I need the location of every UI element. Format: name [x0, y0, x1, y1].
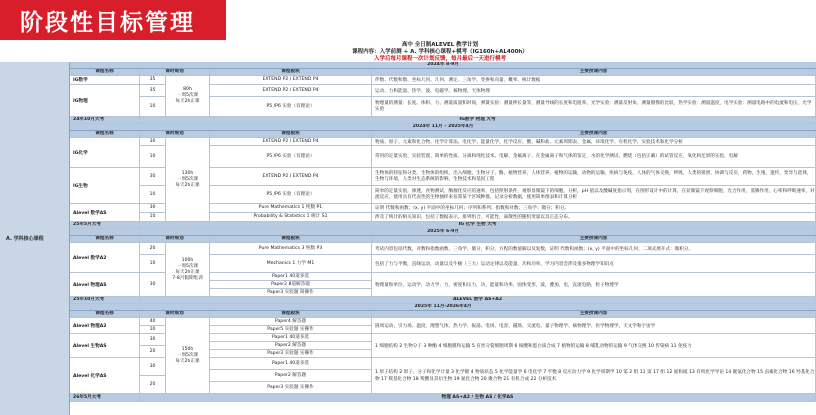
- course-name: Alevel 数学AS: [70, 204, 140, 222]
- content-cell: 圆周运动、引力场、温度、理想气体、热力学、振荡、电场、电容、磁场、交流电、量子物理学、核物理学、医学物理学、天文学和宇宙学: [372, 318, 816, 334]
- exam-row: 26年5月大考 物理 AS+A2 / 生物 AS / 化学AS: [70, 394, 816, 402]
- hours-cell: 30: [140, 138, 166, 146]
- hours-cell: 30: [140, 273, 166, 297]
- hours-cell: 20: [140, 346, 166, 358]
- module-cell: Paper1 40道多选: [210, 334, 372, 342]
- hours-cell: 20: [140, 376, 166, 394]
- table-header: 课程名称 课时规划 课程板块 主要授课内容: [70, 69, 816, 76]
- content-cell: 考试内容包括代数，对数和指数函数，三角学，微分，积分，方程的数值解以及复数，证明 代数和函数；(x, y) 平面中的坐标几何；二项式展开式：微积分。: [372, 243, 816, 255]
- hours-cell: 30: [140, 334, 166, 346]
- hours-cell: 40: [140, 318, 166, 326]
- hours-cell: 30: [140, 204, 166, 213]
- module-cell: Paper3 实验题 实操作: [210, 382, 372, 394]
- hours-cell: 10: [140, 146, 166, 168]
- term-row: 2024年 11月 – 2025年4月: [70, 124, 816, 131]
- module-cell: P5 /P6 实验（仅理论）: [210, 186, 372, 204]
- exam-row: 24年10月大考 IG数学 物理 大考: [70, 117, 816, 124]
- table-header: 课程名称 课时规划 课程板块 主要授课内容: [70, 236, 816, 243]
- hours-cell: 35: [140, 76, 166, 85]
- schedule-cell: 130h 一周5次课 每天2h正课: [166, 138, 210, 222]
- hours-cell: 20: [140, 243, 166, 255]
- content-cell: 1 原子结构 2 原子、分子和化学计量 3 化学键 4 物质状态 5 化学能量学 6 电化学 7 平衡 8 反应动力学 9 化学周期学 10 第 2 组 11 第 17 组 12 氮和硫 13 有机化学导论 14 碳氢化合物 15 卤素化合物 16 羟基化合物 17 羰基化合物 18 羧酸及其衍生物 19 氮化合物 20 聚合物 21 有机合成 22 分析技术: [372, 358, 816, 394]
- module-cell: Paper1 40道多选: [210, 358, 372, 370]
- hours-cell: 10: [140, 213, 166, 222]
- course-name: Alevel 生物AS: [70, 334, 140, 358]
- content-cell: 包括了力与平衡，直线运动，动量以及牛顿（三大）运动定律以及能量，功和功率，学习内容会涉及很多物理学知识点: [372, 255, 816, 273]
- module-cell: Paper5 实验题 实操作: [210, 326, 372, 334]
- content-cell: 生物体的特征和分类，生物体的组织，出入细胞，生物分子，酶，植物营养，人体营养，植物的运输，动物的运输，疾病与免疫，人体的气体交换，呼吸，人类的排泄，协调与反应，药物，生殖，遗传，变异与选择，生物与环境，人类对生态系统的影响，生物技术和基因工程: [372, 168, 816, 186]
- module-cell: Paper2 解答题: [210, 370, 372, 382]
- module-cell: EXTEND P2 / EXTEND P4: [210, 76, 372, 85]
- module-cell: EXTEND P2 / EXTEND P4: [210, 168, 372, 186]
- module-cell: Probability & Statistics 1 统计 S1: [210, 213, 372, 222]
- module-cell: Paper2 8道解答题: [210, 281, 372, 289]
- exam-row: 25年10月大考 ALEVEL 数学 AS+A2: [70, 297, 816, 304]
- module-cell: Paper4 解答题: [210, 318, 372, 326]
- course-name: IG数学: [70, 76, 140, 85]
- hours-cell: 35: [140, 85, 166, 97]
- content-cell: 证明 代数和函数；(x, y) 平面中的坐标几何；序列和系列；指数和对数；三角学；微分；积分。: [372, 204, 816, 213]
- module-cell: P5 /P6 实验（仅理论）: [210, 97, 372, 117]
- content-cell: 物理量的测量：长度、体积、力、测量质量和时间，弹簧实验：测量伸长量等，测量导线的长度和电阻率，光学实验：测量反射角，测量摄像的比较，热学实验：测量温度，电学实验：测量电路中的电流和电压，光学实验: [372, 97, 816, 117]
- content-cell: 物理量和单位，运动学，动力学，力，密度和压力，功，能量和功率，固体变形，波，叠加，电，直流电路，粒子物理学: [372, 273, 816, 297]
- content-cell: 运动、力和能量、热学、波、电磁学、核物理、天体物理: [372, 85, 816, 97]
- module-cell: EXTEND P2 / EXTEND P4: [210, 138, 372, 146]
- page-title: 阶段性目标管理: [0, 0, 226, 40]
- module-cell: Pure Mathematics 3 纯数 P3: [210, 243, 372, 255]
- module-cell: Paper3 实验题 实操作: [210, 350, 372, 358]
- module-cell: Paper2 解答题: [210, 342, 372, 350]
- exam-row: 25年5月大考 IG 化学 生物 大考: [70, 222, 816, 229]
- content-cell: 简单的定量实验，渗透，食物测试，酶催化反应的速率，包括照射条件，观察显微镜下的细胞，分析，pH 值以及酸碱度指示剂，在图形设计中的计算，在显微镜下观察细胞，光合作用，蒸腾作用，心率和呼吸速率，对流反应，使用具有代表性的生物抽样来估算某个区域种群，记录分析数据，使用简单图表和计算分析: [372, 186, 816, 204]
- term-row: 2024年 8-9月: [70, 62, 816, 69]
- term-row: 2025年 11月-2026年4月: [70, 304, 816, 311]
- schedule-cell: 100h 一周5次课 每天2h正课 7-8月假期集训: [166, 243, 210, 297]
- module-cell: Mechanics 1 力学 M1: [210, 255, 372, 273]
- term-row: 2025年 6-9月: [70, 229, 816, 236]
- content-cell: 1 细胞结构 2 生物分子 3 种酶 4 细胞膜和运输 5 有丝分裂细胞周期 6 核酸和蛋白质合成 7 植物的运输 8 哺乳动物的运输 9 气体交换 10 传染病 11 免疫力: [372, 334, 816, 358]
- table-header: 课程名称 课时规划 课程板块 主要授课内容: [70, 131, 816, 138]
- hours-cell: 10: [140, 326, 166, 334]
- plan-header-line1: 高中 全日制ALEVEL 教学计划: [401, 42, 479, 48]
- plan-table: [0, 62, 816, 415]
- content-cell: 物质、原子、元素和化合物、化学计算法、电化学、能量化学、化学反应、酸、碱和盐、元素周期表、金属、环境化学、有机化学、实验技术和化学分析: [372, 138, 816, 146]
- module-cell: Paper3 实验题 简操作: [210, 289, 372, 297]
- module-cell: P5 /P6 实验（仅理论）: [210, 146, 372, 168]
- hours-cell: 10: [140, 97, 166, 117]
- side-label: A. 学科核心课程: [0, 62, 70, 415]
- hours-cell: 10: [140, 186, 166, 204]
- hours-cell: 30: [140, 168, 166, 186]
- table-header: 课程名称 课时规划 课程板块 主要授课内容: [70, 311, 816, 318]
- course-name: Alevel 物理AS: [70, 273, 140, 297]
- content-cell: 常用的定量实验、实验装置、简单的性质、分离和纯化技术、电解、金属离子、在金属离子和气体的鉴定，水的化学测试，燃烧（包括正确）的试管反应，氧化和还原的实验，电解: [372, 146, 816, 168]
- course-name: Alevel 数学A2: [70, 243, 140, 273]
- hours-cell: 30: [140, 358, 166, 376]
- module-cell: EXTEND P2 / EXTEND P4: [210, 85, 372, 97]
- plan-header-line3: 入学后每月课程一次计划反馈，每月最后一天进行模考: [373, 56, 506, 62]
- hours-cell: 10: [140, 255, 166, 273]
- course-name: Alevel 物理A2: [70, 318, 140, 334]
- course-name: IG生物: [70, 168, 140, 204]
- module-cell: Paper1 40道多选: [210, 273, 372, 281]
- course-name: IG化学: [70, 138, 140, 168]
- plan-header-line2: 课程内容：入学前测 + A. 学科核心课程+模考（IG160h+AL400h）: [352, 49, 528, 55]
- course-name: IG物理: [70, 85, 140, 117]
- content-cell: 涉及了统计的相关知识，包括了数据表示，排列组合，可能性，离散性的随机变量以及正态分布。: [372, 213, 816, 222]
- schedule-cell: 150h 一周5次课 每天2h正课: [166, 318, 210, 394]
- module-cell: Pure Mathematics 1 纯数 P1: [210, 204, 372, 213]
- schedule-cell: 80h 一周5次课 每天2h正课: [166, 76, 210, 117]
- content-cell: 伴数、代数和数、坐标几何、几何、测定、三角学、变换和向量、概率、统计数据: [372, 76, 816, 85]
- course-name: Alevel 化学AS: [70, 358, 140, 394]
